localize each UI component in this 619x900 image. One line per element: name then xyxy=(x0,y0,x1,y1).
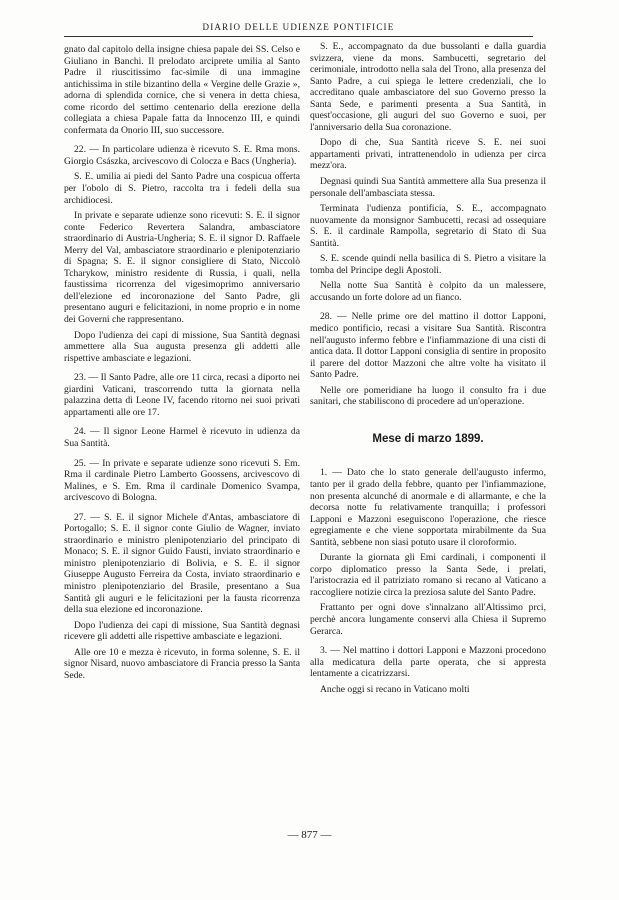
section-title: Mese di marzo 1899. xyxy=(372,432,484,445)
paragraph: gnato dal capitolo della insigne chiesa papale dei SS. Celso e Giuliano in Banchi. Il prelodato arciprete umilia al Santo Padre il riuscitissimo fac-simile di una immagine antichissima in stile bizantino della « Vergine delle Grazie », adorna di splendida cornice, che si venera in detta chiesa, come ricordo del settimo centenario della erezione della collegiata a chiesa Papale fatta da Innocenzo III, e quindi confermata da Onorio III, suo successore. xyxy=(64,44,300,136)
paragraph: S. E., accompagnato da due bussolanti e dalla guardia svizzera, viene da mons. Sambucetti, segretario del cerimoniale, introdotto nella sala del Trono, alla presenza del Santo Padre, a cui spiega le lettere credenziali, che lo accreditano quale ambasciatore del suo Governo presso la Santa Sede, e parimenti presenta a Sua Santità, in quest'occasione, gli auguri del suo Governo e suoi, per l'anniversario della Sua coronazione. xyxy=(310,41,546,133)
paragraph: Dopo di che, Sua Santità riceve S. E. nei suoi appartamenti privati, intrattenendolo in udienza per circa mezz'ora. xyxy=(310,137,546,172)
paragraph: 1. — Dato che lo stato generale dell'augusto infermo, tanto per il grado della febbre, quanto per l'infiammazione, non presenta alcunché di anormale e di allarmante, e che la decorsa notte fu relativamente tranquilla; i professori Lapponi e Mazzoni eseguiscono l'operazione, che riesce egregiamente e che viene sopportata mirabilmente da Sua Santità, sebbene non siasi potuto usare il cloroformio. xyxy=(310,467,546,548)
paragraph: Nelle ore pomeridiane ha luogo il consulto fra i due sanitari, che stabiliscono di procedere ad un'operazione. xyxy=(310,384,546,408)
paragraph: 3. — Nel mattino i dottori Lapponi e Mazzoni procedono alla medicatura della parte operata, che si appresta lentamente a cicatrizzarsi. xyxy=(310,645,546,680)
paragraph: 22. — In particolare udienza è ricevuto S. E. Rma mons. Giorgio Császka, arcivescovo di Colocza e Bacs (Ungheria). xyxy=(64,144,300,167)
paragraph: 28. — Nelle prime ore del mattino il dottor Lapponi, medico pontificio, recasi a visitare Sua Santità. Riscontra nell'augusto infermo febbre e l'infiammazione di una cisti di antica data. Il dottor Lapponi consiglia di sentire in proposito il parere del dottor Mazzoni che altre volte ha visitato il Santo Padre. xyxy=(310,311,546,381)
running-header: DIARIO DELLE UDIENZE PONTIFICIE xyxy=(202,22,395,32)
paragraph: S. E. umilia ai piedi del Santo Padre una cospicua offerta per l'obolo di S. Pietro, raccolta tra i fedeli della sua archidiocesi. xyxy=(64,171,300,206)
paragraph: Dopo l'udienza dei capi di missione, Sua Santità degnasi ricevere gli addetti alle rispettive ambasciate e legazioni. xyxy=(64,619,300,643)
paragraph: In private e separate udienze sono ricevuti: S. E. il signor conte Federico Revertera Salandra, ambasciatore straordinario di Austria-Ungheria; S. E. il signor D. Raffaele Merry del Val, ambasciatore straordinario e plenipotenziario di Spagna; S. E. il signor consigliere di Stato, Niccolò Tcharykow, ministro residente di Russia, i quali, nella faustissima ricorrenza del vigesimoprimo anniversario dell'elezione ed incoronazione del Santo Padre, gli presentano auguri e felicitazioni, in nome proprio e in nome dei Governi che rappresentano. xyxy=(64,210,300,326)
paragraph: S. E. scende quindi nella basilica di S. Pietro a visitare la tomba del Principe degli Apostoli. xyxy=(310,253,546,276)
paragraph: 24. — Il signor Leone Harmel è ricevuto in udienza da Sua Santità. xyxy=(64,426,300,449)
paragraph: Anche oggi si recano in Vaticano molti xyxy=(320,683,470,695)
paragraph: Frattanto per ogni dove s'innalzano all'Altissimo prci, perchè ancora lungamente conservi alla Chiesa il Supremo Gerarca. xyxy=(310,602,546,637)
right-column xyxy=(310,41,546,699)
left-column xyxy=(64,44,300,685)
header-rule xyxy=(64,36,533,37)
paragraph: Degnasi quindi Sua Santità ammettere alla Sua presenza il personale dell'ambasciata stessa. xyxy=(310,176,546,199)
paragraph: Terminata l'udienza pontificia, S. E., accompagnato nuovamente da monsignor Sambucetti, recasi ad ossequiare S. E. il cardinale Rampolla, segretario di Stato di Sua Santità. xyxy=(310,203,546,249)
paragraph: Nella notte Sua Santità è colpito da un malessere, accusando un forte dolore ad un fianco. xyxy=(310,280,546,303)
page-number: — 877 — xyxy=(287,829,332,841)
paragraph: Durante la giornata gli Emi cardinali, i componenti il corpo diplomatico presso la Santa Sede, i prelati, l'aristocrazia ed il patriziato romano si recano al Vaticano a raccogliere notizie circa la preziosa salute del Santo Padre. xyxy=(310,552,546,598)
paragraph: Dopo l'udienza dei capi di missione, Sua Santità degnasi ammettere alla Sua augusta presenza gli addetti alle rispettive ambasciate e legazioni. xyxy=(64,329,300,364)
paragraph: 27. — S. E. il signor Michele d'Antas, ambasciatore di Portogallo; S. E. il signor conte Giulio de Wagner, inviato straordinario e ministro plenipotenziario del principato di Monaco; S. E. il signor Guido Fausti, inviato straordinario e ministro plenipotenziario di Bolivia, e S. E. il signor Giuseppe Augusto Ferreira da Costa, inviato straordinario e ministro plenipotenziario del Brasile, presentano a Sua Santità gli auguri e le felicitazioni per la fausta ricorrenza della sua elezione ed incoronazione. xyxy=(64,511,300,616)
paragraph: 23. — Il Santo Padre, alle ore 11 circa, recasi a diporto nei giardini Vaticani, trascorrendo tutta la giornata nella palazzina detta di Leone IV, facendo ritorno nei suoi privati appartamenti alle ore 17. xyxy=(64,372,300,418)
paragraph: 25. — In private e separate udienze sono ricevuti S. Em. Rma il cardinale Pietro Lamberto Goossens, arcivescovo di Malines, e S. Em. Rma il cardinale Domenico Svampa, arcivescovo di Bologna. xyxy=(64,457,300,504)
paragraph: Alle ore 10 e mezza è ricevuto, in forma solenne, S. E. il signor Nisard, nuovo ambasciatore di Francia presso la Santa Sede. xyxy=(64,646,300,681)
